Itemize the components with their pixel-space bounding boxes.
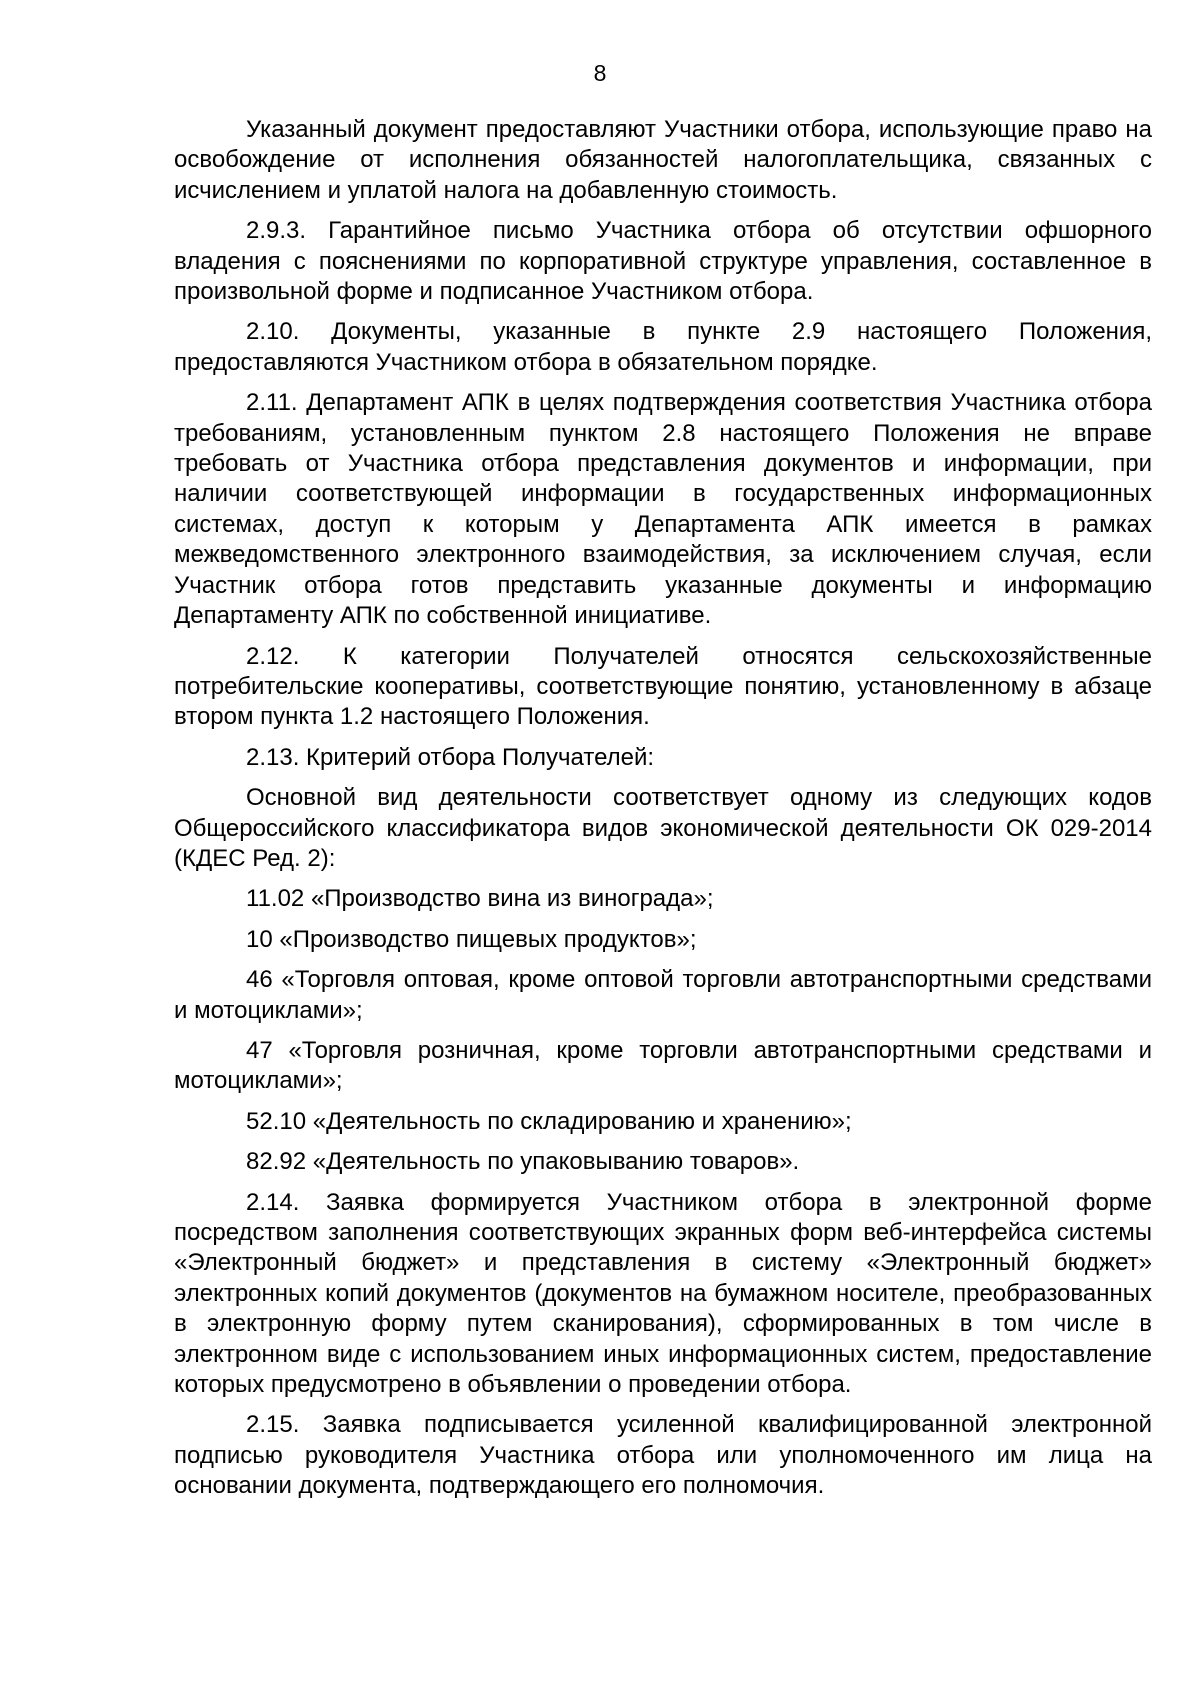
paragraph-2-13: 2.13. Критерий отбора Получателей: bbox=[246, 743, 655, 771]
paragraph-vat-exemption-note: Указанный документ предоставляют Участники отбора, использующие право на освобождение от исполнения обязанностей налогоплательщика, связанных с исчислением и уплатой налога на добавленную стоимость. bbox=[174, 116, 1152, 204]
okved-item-11-02: 11.02 «Производство вина из винограда»; bbox=[246, 885, 714, 913]
paragraph-2-9-3: 2.9.3. Гарантийное письмо Участника отбора об отсутствии офшорного владения с пояснениями по корпоративной структуре управления, составленное в произвольной форме и подписанное Участником отбора. bbox=[174, 217, 1152, 306]
paragraph-2-14: 2.14. Заявка формируется Участником отбора в электронной форме посредством заполнения соответствующих экранных форм веб-интерфейса системы «Электронный бюджет» и представления в систему «Электронный бюджет» электронных копий документов (документов на бумажном носителе, преобразованных в электронную форму путем сканирования), сформированных в том числе в электронном виде с использованием иных информационных систем, предоставление которых предусмотрено в объявлении о проведении отбора. bbox=[174, 1188, 1152, 1399]
okved-item-52-10: 52.10 «Деятельность по складированию и хранению»; bbox=[246, 1107, 852, 1135]
paragraph-2-15: 2.15. Заявка подписывается усиленной квалифицированной электронной подписью руководителя Участника отбора или уполномоченного им лица на основании документа, подтверждающего его полномочия. bbox=[174, 1411, 1152, 1500]
paragraph-2-10: 2.10. Документы, указанные в пункте 2.9 настоящего Положения, предоставляются Участником отбора в обязательном порядке. bbox=[174, 318, 1152, 376]
paragraph-2-11: 2.11. Департамент АПК в целях подтверждения соответствия Участника отбора требованиям, установленным пунктом 2.8 настоящего Положения не вправе требовать от Участника отбора представления документов и информации, при наличии соответствующей информации в государственных информационных системах, доступ к которым у Департамента АПК имеется в рамках межведомственного электронного взаимодействия, за исключением случая, если Участник отбора готов представить указанные документы и информацию Департаменту АПК по собственной инициативе. bbox=[174, 389, 1152, 630]
okved-item-10: 10 «Производство пищевых продуктов»; bbox=[246, 925, 697, 953]
okved-item-82-92: 82.92 «Деятельность по упаковыванию товаров». bbox=[246, 1148, 800, 1176]
okved-item-46: 46 «Торговля оптовая, кроме оптовой торговли автотранспортными средствами и мотоциклами»; bbox=[174, 966, 1152, 1024]
paragraph-2-12: 2.12. К категории Получателей относятся сельскохозяйственные потребительские кооперативы, соответствующие понятию, установленному в абзаце втором пункта 1.2 настоящего Положения. bbox=[174, 642, 1152, 731]
okved-item-47: 47 «Торговля розничная, кроме торговли автотранспортными средствами и мотоциклами»; bbox=[174, 1036, 1152, 1095]
page-number: 8 bbox=[593, 60, 607, 86]
document-body bbox=[174, 115, 1152, 1512]
paragraph-main-activity: Основной вид деятельности соответствует одному из следующих кодов Общероссийского классификатора видов экономической деятельности ОК 029-2014 (КДЕС Ред. 2): bbox=[174, 784, 1152, 872]
